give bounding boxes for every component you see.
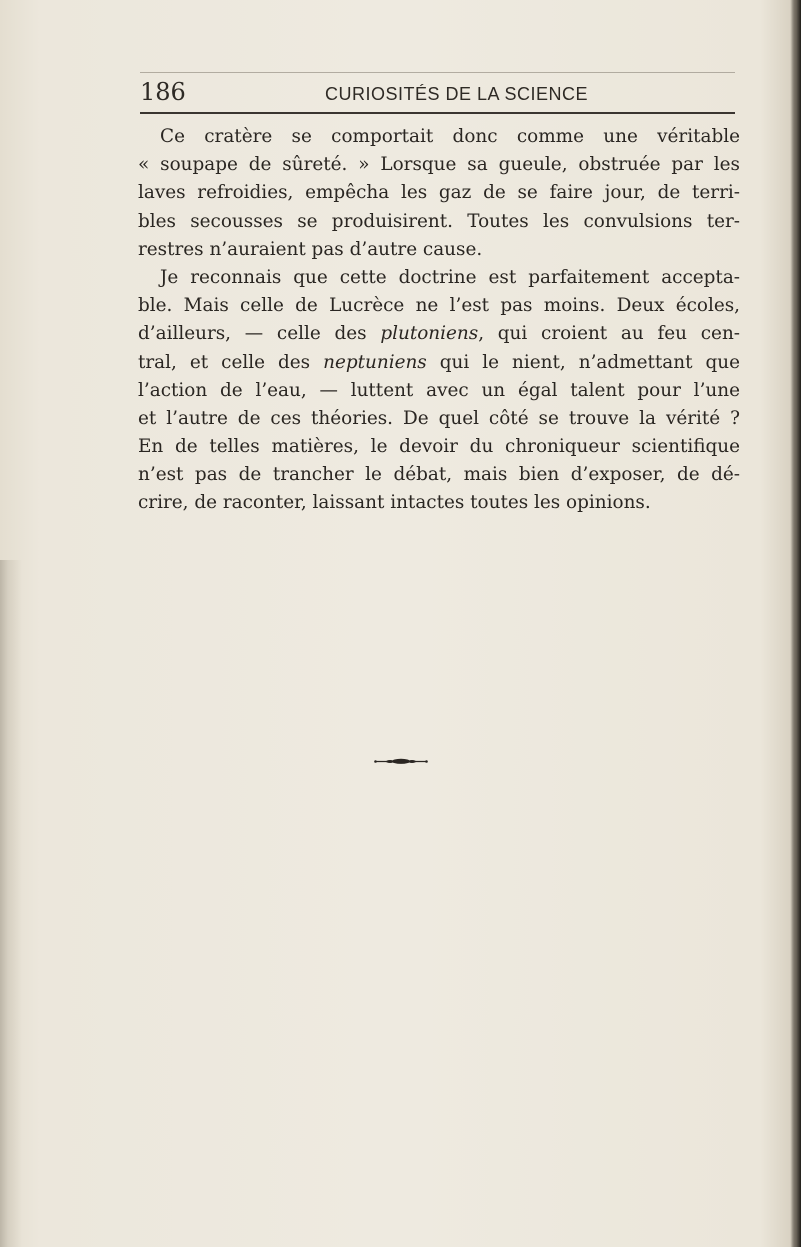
emphasis-plutoniens: plutoniens (380, 323, 479, 345)
text-line: crire, de raconter, laissant intactes toutes les opinions. (138, 492, 651, 514)
text-line: ble. Mais celle de Lucrèce ne l’est pas moins. Deux écoles, (138, 295, 740, 317)
text-line: Ce cratère se comportait donc comme une véritable (160, 126, 740, 147)
running-title: CURIOSITÉS DE LA SCIENCE (325, 84, 589, 104)
text-line: restres n’auraient pas d’autre cause. (138, 238, 483, 260)
text-line: Je reconnais que cette doctrine est parfaitement accepta- (160, 266, 740, 288)
text-line: l’action de l’eau, — luttent avec un égal talent pour l’une (138, 379, 740, 401)
text-run: d’ailleurs, — celle des (138, 323, 381, 345)
text-line: et l’autre de ces théories. De quel côté se trouve la vérité ? (138, 407, 740, 429)
page-edge-shadow (791, 0, 801, 1247)
text-run: , qui croient au feu cen- (478, 323, 740, 345)
text-line: bles secousses se produisirent. Toutes les convulsions ter- (138, 210, 740, 232)
text-run: qui le nient, n’admettant que (426, 351, 740, 373)
text-line (138, 349, 740, 377)
body-text (138, 123, 740, 518)
fleuron-icon (374, 757, 428, 765)
text-line: « soupape de sûreté. » Lorsque sa gueule, obstruée par les (138, 154, 740, 176)
header-rule (140, 112, 735, 114)
text-line: n’est pas de trancher le débat, mais bien d’exposer, de dé- (138, 464, 740, 486)
emphasis-neptuniens: neptuniens (323, 351, 427, 373)
page-gutter-shadow (0, 560, 22, 1247)
page-number: 186 (140, 78, 186, 106)
header-top-rule (140, 72, 735, 73)
fleuron-ornament (374, 757, 428, 765)
text-run: tral, et celle des (138, 351, 324, 373)
text-line: En de telles matières, le devoir du chroniqueur scientifique (138, 436, 740, 458)
page-header (140, 72, 735, 112)
text-line: laves refroidies, empêcha les gaz de se faire jour, de terri- (138, 182, 740, 204)
text-line (138, 320, 740, 348)
